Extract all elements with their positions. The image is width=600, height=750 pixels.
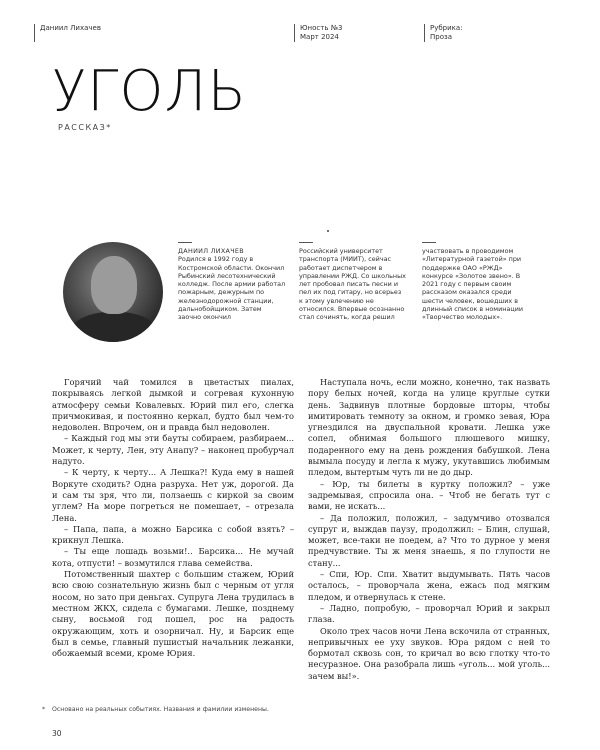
story-column-right (308, 377, 550, 682)
header-rubric (430, 24, 463, 42)
story-paragraph: – К черту, к черту... А Лешка?! Куда ему в нашей Воркуте сходить? Одна разруха. Нет уж, дорогой. Да и сам ты зря, что ли, ползаешь с киркой за своим углем? На море погреться не помешает, – отрезала Лена. (52, 467, 294, 523)
bio-rule (299, 242, 313, 243)
portrait-shoulders (69, 312, 159, 342)
story-paragraph: – Да положил, положил, – задумчиво отозвался супруг и, выждав паузу, продолжил: – Блин, слушай, может, все-таки не поедем, а? Что то дурное у меня предчувствие. Ты ж меня знаешь, я по глупости не стану... (308, 512, 550, 568)
story-paragraph: Горячий чай томился в цветастых пиалах, покрываясь легкой дымкой и согревая кухонную атмосферу семьи Ковалевых. Юрий пил его, слегка причмокивая, и постоянно керкал, будто был чем-то недоволен. Впрочем, он и правда был недоволен. (52, 377, 294, 433)
footnote-text: Основано на реальных событиях. Названия и фамилии изменены. (52, 706, 269, 713)
author-bio-column-3 (422, 242, 530, 322)
story-paragraph: Потомственный шахтер с большим стажем, Юрий всю свою сознательную жизнь был с черным от угля носом, но зато при деньгах. Супруга Лена трудилась в местном ЖКХ, сидела с бумагами. Лешке, позднему сыну, восьмой год пошел, рос на радость окружающим, хоть и озорничал. Ну, и Барсик еще был в семье, главный пушистый начальник лежанки, обожаемый всеми, кроме Юрия. (52, 569, 294, 659)
story-paragraph: – Спи, Юр. Спи. Хватит выдумывать. Пять часов осталось, – проворчала жена, ежась под мягким пледом, и отвернулась к стене. (308, 569, 550, 602)
story-paragraph: Около трех часов ночи Лена вскочила от странных, непривычных ее уху звуков. Юра рядом с ней то бормотал сквозь сон, то кричал во всю глотку что-то несуразное. Она разобрала лишь «уголь... мой уголь... зачем вы!». (308, 625, 550, 681)
header-author (40, 24, 101, 33)
story-paragraph: – Ладно, попробую, – проворчал Юрий и закрыл глаза. (308, 602, 550, 625)
bio-text-1: Родился в 1992 году в Костромской области. Окончил Рыбинский лесотехнический колледж. После армии работал пожарным, дежурным по железнодорожной станции, дальнобойщиком. Затем заочно окончил (178, 255, 286, 322)
author-bio-column-1 (178, 242, 286, 322)
bio-rule (178, 242, 192, 243)
header-rubric-label: Рубрика: (430, 24, 463, 32)
header-rubric-value: Проза (430, 33, 453, 41)
story-subtitle: РАССКАЗ* (58, 123, 112, 132)
author-bio-column-2 (299, 242, 407, 322)
bio-rule (422, 242, 436, 243)
portrait-face (91, 256, 137, 314)
story-paragraph: – Ты еще лошадь возьми!.. Барсика... Не мучай кота, отпусти! – возмутился глава семейства. (52, 546, 294, 568)
page-number: 30 (52, 729, 62, 738)
bio-text-3: участвовать в проводимом «Литературной газетой» при поддержке ОАО «РЖД» конкурсе «Золотое звено». В 2021 году с первым своим рассказом оказался среди шести человек, вошедших в длинный список в номинации «Творчество молодых». (422, 247, 524, 322)
decorative-dot (327, 230, 329, 232)
bio-text-2: Российский университет транспорта (МИИТ), сейчас работает диспетчером в управлении РЖД. Со школьных лет пробовал писать песни и пел их под гитару, но всерьез к этому увлечению не относился. Впервые осознанно стал сочинять, когда решил (299, 247, 406, 322)
story-column-left (52, 377, 294, 659)
story-title: УГОЛЬ (52, 59, 247, 124)
story-paragraph: – Каждый год мы эти бауты собираем, разбираем... Может, к черту, Лен, эту Анапу? – наконец пробурчал надуто. (52, 433, 294, 467)
author-portrait (63, 242, 163, 342)
footnote-star: * (42, 706, 46, 713)
header-issue-name: Юность №3 (300, 24, 343, 32)
footnote (42, 706, 292, 714)
story-paragraph: – Папа, папа, а можно Барсика с собой взять? – крикнул Лешка. (52, 523, 294, 546)
header-author-name: Даниил Лихачев (40, 24, 101, 32)
header-issue-date: Март 2024 (300, 33, 339, 41)
story-paragraph: Наступала ночь, если можно, конечно, так назвать пору белых ночей, когда на улице круглые сутки день. Задвинув плотные бордовые шторы, чтобы имитировать темноту за окном, и громко зевая, Юра угнездился на двуспальной кровати. Лешка уже сопел, обнимая большого плюшевого мишку, подаренного ему на день рождения бабушкой. Лена вымыла посуду и легла к мужу, укутавшись любимым пледом, вытертым чуть ли не до дыр. (308, 377, 550, 478)
bio-author-name: ДАНИИЛ ЛИХАЧЕВ (178, 247, 244, 255)
header-issue (300, 24, 342, 42)
story-paragraph: – Юр, ты билеты в куртку положил? – уже задремывая, спросила она. – Чтоб не бегать тут с вами, не искать... (308, 478, 550, 512)
